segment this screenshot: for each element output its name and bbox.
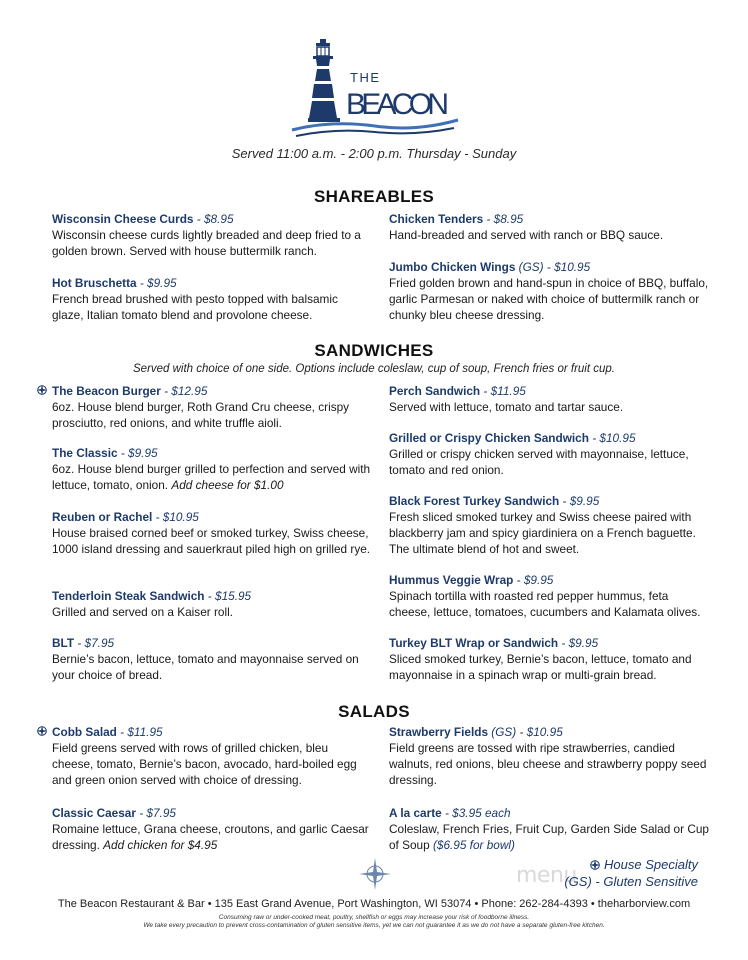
item-desc: Served with lettuce, tomato and tartar sauce. — [389, 400, 624, 414]
gs-tag: (GS) — [488, 725, 517, 739]
item-name: Chicken Tenders — [389, 212, 484, 226]
item-name: BLT — [52, 636, 75, 650]
gs-tag: (GS) — [515, 260, 544, 274]
legend — [564, 856, 698, 890]
item-name: Wisconsin Cheese Curds — [52, 212, 194, 226]
legend-gs-label: (GS) - Gluten Sensitive — [564, 874, 698, 889]
section-title-salads: SALADS — [338, 702, 410, 721]
item-price: - $7.95 — [135, 806, 176, 820]
item-name: Perch Sandwich — [389, 384, 481, 398]
compass-icon — [358, 857, 392, 891]
item-name: Black Forest Turkey Sandwich — [389, 494, 560, 508]
item-price: - $9.95 — [558, 636, 599, 650]
item-price: - $9.95 — [136, 276, 177, 290]
item-price: - $11.95 — [480, 384, 526, 398]
item-price: - $12.95 — [160, 384, 208, 398]
item-desc: 6oz. House blend burger grilled to perfection and served with lettuce, tomato, onion. Add cheese for $1.00 — [52, 462, 371, 492]
menu-item — [52, 724, 372, 788]
item-desc: Sliced smoked turkey, Bernie’s bacon, lettuce, tomato and mayonnaise in a spinach wrap or multi-grain bread. — [389, 652, 692, 682]
legend-specialty-label: House Specialty — [604, 857, 698, 872]
item-price: - $10.95 — [588, 431, 636, 445]
item-desc: Bernie’s bacon, lettuce, tomato and mayonnaise served on your choice of bread. — [52, 652, 359, 682]
menu-item — [389, 383, 709, 415]
item-name: Strawberry Fields — [389, 725, 489, 739]
item-price: - $10.95 — [543, 260, 591, 274]
menu-item — [52, 445, 372, 493]
item-price: - $8.95 — [193, 212, 234, 226]
menu-item — [389, 724, 709, 788]
item-price: - $11.95 — [116, 725, 163, 739]
menu-item — [389, 493, 709, 557]
menu-item — [389, 635, 709, 683]
fine-print-raw: Consuming raw or under-cooked meat, poultry, shellfish or eggs may increase your risk of foodborne illness. — [218, 914, 530, 921]
logo-beacon: BEACON — [346, 88, 450, 121]
item-name: A la carte — [389, 806, 442, 820]
legend-gs — [564, 873, 698, 890]
item-name: The Classic — [52, 446, 118, 460]
item-price: - $9.95 — [559, 494, 600, 508]
item-name: Tenderloin Steak Sandwich — [52, 589, 205, 603]
menu-item — [52, 383, 372, 431]
item-desc: Coleslaw, French Fries, Fruit Cup, Garden Side Salad or Cup of Soup ($6.95 for bowl) — [389, 822, 709, 852]
menu-item — [389, 211, 709, 243]
menu-item — [52, 211, 372, 259]
legend-specialty — [564, 856, 698, 873]
item-desc: Hand-breaded and served with ranch or BBQ sauce. — [389, 228, 664, 242]
menu-item — [389, 259, 709, 323]
item-price: - $10.95 — [152, 510, 199, 524]
add-on-note: Add cheese for $1.00 — [171, 478, 284, 492]
item-name: The Beacon Burger — [52, 384, 161, 398]
item-desc: Grilled and served on a Kaiser roll. — [52, 605, 233, 619]
item-price: - $7.95 — [74, 636, 115, 650]
item-price: - $9.95 — [513, 573, 554, 587]
item-price: - $9.95 — [117, 446, 158, 460]
item-desc: French bread brushed with pesto topped with balsamic glaze, Italian tomato blend and provolone cheese. — [52, 292, 338, 322]
logo-the: THE — [350, 70, 381, 85]
item-price: - $8.95 — [483, 212, 524, 226]
house-specialty-icon — [36, 725, 48, 737]
add-on-note: ($6.95 for bowl) — [429, 838, 515, 852]
item-desc: Field greens are tossed with ripe strawberries, candied walnuts, red onions, bleu cheese and strawberry poppy seed dressing. — [389, 741, 707, 787]
item-name: Hot Bruschetta — [52, 276, 137, 290]
service-hours: Served 11:00 a.m. - 2:00 p.m. Thursday - Sunday — [231, 146, 517, 161]
menu-item — [52, 805, 372, 853]
item-name: Grilled or Crispy Chicken Sandwich — [389, 431, 589, 445]
menu-item — [52, 588, 372, 620]
house-specialty-icon — [589, 859, 601, 871]
watermark: menu — [516, 863, 577, 888]
item-desc: Field greens served with rows of grilled chicken, bleu cheese, tomato, Bernie’s bacon, avocado, hard-boiled egg and green onion served with choice of dressing. — [52, 741, 357, 787]
item-desc: Fried golden brown and hand-spun in choice of BBQ, buffalo, garlic Parmesan or naked with choice of buttermilk ranch or chunky bleu cheese dressing. — [389, 276, 709, 322]
fine-print-gluten: We take every precaution to prevent cross-contamination of gluten sensitive items, yet we can not guarantee it as we do not have a separate gluten-free kitchen. — [143, 922, 605, 929]
beacon-logo — [290, 36, 460, 140]
item-name: Classic Caesar — [52, 806, 136, 820]
item-name: Hummus Veggie Wrap — [389, 573, 514, 587]
item-price: - $15.95 — [204, 589, 252, 603]
section-title-sandwiches: SANDWICHES — [314, 341, 434, 360]
section-title-shareables: SHAREABLES — [313, 187, 435, 206]
menu-item — [389, 430, 709, 478]
add-on-note: Add chicken for $4.95 — [103, 838, 218, 852]
footer: The Beacon Restaurant & Bar • 135 East Grand Avenue, Port Washington, WI 53074 • Phone: 262-284-4393 • theharborview.com — [57, 898, 691, 910]
menu-item — [52, 635, 372, 683]
item-name: Reuben or Rachel — [52, 510, 153, 524]
menu-item — [52, 275, 372, 323]
item-name: Cobb Salad — [52, 725, 117, 739]
menu-item — [389, 805, 709, 853]
item-desc: Wisconsin cheese curds lightly breaded and deep fried to a golden brown. Served with house buttermilk ranch. — [52, 228, 361, 258]
item-price: - $3.95 each — [441, 806, 511, 820]
item-desc: Grilled or crispy chicken served with mayonnaise, lettuce, tomato and red onion. — [389, 447, 689, 477]
sandwiches-note: Served with choice of one side. Options include coleslaw, cup of soup, French fries or fruit cup. — [133, 363, 615, 375]
item-price: - $10.95 — [516, 725, 563, 739]
item-desc: Romaine lettuce, Grana cheese, croutons, and garlic Caesar dressing. Add chicken for $4.95 — [52, 822, 369, 852]
item-desc: Fresh sliced smoked turkey and Swiss cheese paired with blackberry jam and spicy giardiniera on a French baguette. The ultimate blend of hot and sweet. — [389, 510, 696, 556]
item-desc: 6oz. House blend burger, Roth Grand Cru cheese, crispy prosciutto, red onions, and white truffle aioli. — [52, 400, 350, 430]
item-desc: Spinach tortilla with roasted red pepper hummus, feta cheese, lettuce, tomatoes, cucumbers and Kalamata olives. — [389, 589, 701, 619]
menu-item — [389, 572, 709, 620]
item-desc: House braised corned beef or smoked turkey, Swiss cheese, 1000 island dressing and sauerkraut piled high on grilled rye. — [52, 526, 371, 556]
house-specialty-icon — [36, 384, 48, 396]
item-name: Jumbo Chicken Wings — [389, 260, 516, 274]
item-name: Turkey BLT Wrap or Sandwich — [389, 636, 559, 650]
menu-item — [52, 509, 372, 557]
